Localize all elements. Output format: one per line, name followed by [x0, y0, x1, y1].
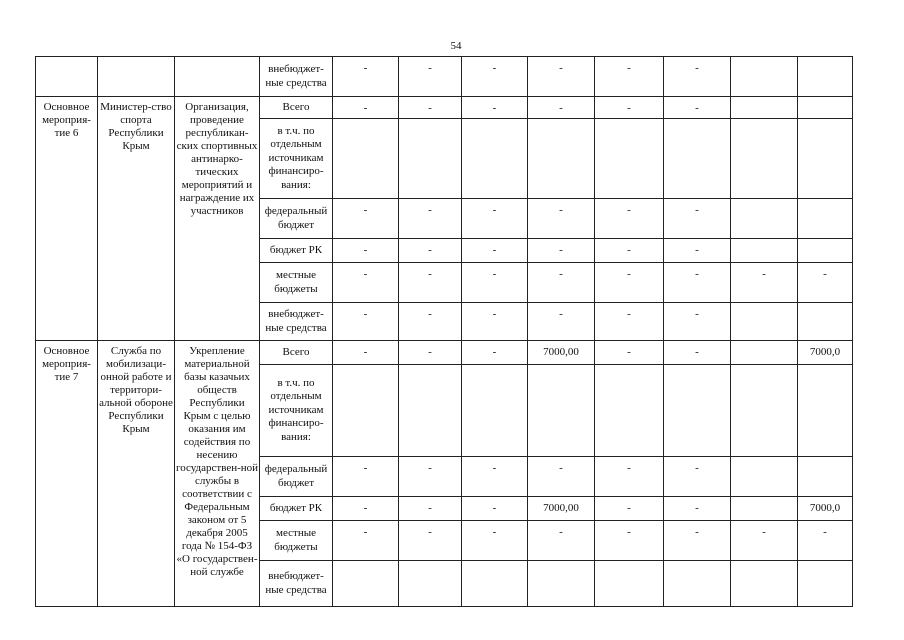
table-row — [36, 97, 853, 119]
value-cell: - — [595, 497, 664, 521]
value-cell: - — [664, 303, 731, 341]
value-cell: - — [462, 303, 528, 341]
value-cell: - — [333, 341, 399, 365]
source-cell: Всего — [260, 97, 333, 119]
value-cell — [528, 365, 595, 457]
value-cell: - — [462, 263, 528, 303]
value-cell: - — [528, 199, 595, 239]
value-cell: - — [333, 199, 399, 239]
source-cell: внебюджет-ные средства — [260, 561, 333, 607]
value-cell: - — [399, 521, 462, 561]
value-cell: - — [595, 457, 664, 497]
item-cell: Основное мероприя-тие 7 — [36, 341, 98, 607]
value-cell — [798, 457, 853, 497]
value-cell: - — [462, 341, 528, 365]
value-cell: 7000,0 — [798, 341, 853, 365]
value-cell: 7000,00 — [528, 341, 595, 365]
value-cell — [731, 303, 798, 341]
item-cell: Основное мероприя-тие 6 — [36, 97, 98, 341]
action-cell: Укрепление материальной базы казачьих обществ Республики Крым с целью оказания им содействия по несению государствен-ной службы в соответствии с Федеральным законом от 5 декабря 2005 года № 154-ФЗ «О государствен-ной службе — [175, 341, 260, 607]
value-cell — [399, 119, 462, 199]
value-cell: - — [731, 263, 798, 303]
source-cell: в т.ч. по отдельным источникам финансиро-вания: — [260, 119, 333, 199]
value-cell: - — [664, 341, 731, 365]
value-cell — [798, 561, 853, 607]
value-cell: - — [664, 97, 731, 119]
value-cell: - — [664, 57, 731, 97]
value-cell: - — [528, 239, 595, 263]
value-cell: - — [399, 341, 462, 365]
value-cell: - — [528, 303, 595, 341]
value-cell: - — [664, 497, 731, 521]
value-cell: - — [462, 521, 528, 561]
value-cell — [731, 457, 798, 497]
value-cell: - — [333, 263, 399, 303]
value-cell: - — [333, 97, 399, 119]
source-cell: в т.ч. по отдельным источникам финансиро-вания: — [260, 365, 333, 457]
value-cell — [731, 57, 798, 97]
value-cell: - — [528, 521, 595, 561]
value-cell — [664, 119, 731, 199]
value-cell: - — [399, 57, 462, 97]
financing-table — [35, 56, 853, 607]
value-cell: - — [664, 457, 731, 497]
value-cell: - — [595, 239, 664, 263]
value-cell: - — [462, 199, 528, 239]
value-cell — [664, 561, 731, 607]
value-cell — [731, 561, 798, 607]
value-cell: - — [399, 457, 462, 497]
value-cell: - — [798, 263, 853, 303]
value-cell — [798, 97, 853, 119]
action-cell: Организация, проведение республикан-ских спортивных антинарко-тических мероприятий и награждение их участников — [175, 97, 260, 341]
value-cell: - — [333, 497, 399, 521]
value-cell: - — [462, 457, 528, 497]
value-cell — [333, 119, 399, 199]
value-cell — [731, 365, 798, 457]
table-body — [36, 57, 853, 607]
value-cell — [664, 365, 731, 457]
value-cell: - — [528, 97, 595, 119]
value-cell: - — [595, 97, 664, 119]
value-cell — [798, 239, 853, 263]
page-number: 54 — [450, 40, 462, 52]
value-cell — [798, 199, 853, 239]
value-cell — [731, 97, 798, 119]
value-cell — [462, 119, 528, 199]
value-cell: - — [528, 57, 595, 97]
value-cell: - — [528, 457, 595, 497]
value-cell: - — [595, 57, 664, 97]
value-cell — [595, 365, 664, 457]
table-row — [36, 341, 853, 365]
value-cell: - — [333, 303, 399, 341]
source-cell: Всего — [260, 341, 333, 365]
table-row — [36, 57, 853, 97]
value-cell — [595, 561, 664, 607]
value-cell: - — [399, 303, 462, 341]
source-cell: бюджет РК — [260, 239, 333, 263]
source-cell: внебюджет-ные средства — [260, 57, 333, 97]
value-cell — [731, 199, 798, 239]
value-cell — [798, 303, 853, 341]
value-cell — [399, 365, 462, 457]
value-cell: - — [595, 341, 664, 365]
value-cell: - — [595, 263, 664, 303]
value-cell: - — [462, 57, 528, 97]
value-cell — [333, 561, 399, 607]
value-cell — [731, 119, 798, 199]
executor-cell: Министер-ство спорта Республики Крым — [98, 97, 175, 341]
value-cell: - — [731, 521, 798, 561]
value-cell — [333, 365, 399, 457]
value-cell — [528, 119, 595, 199]
source-cell: федеральный бюджет — [260, 457, 333, 497]
value-cell — [595, 119, 664, 199]
value-cell — [798, 365, 853, 457]
value-cell: - — [399, 97, 462, 119]
value-cell: - — [399, 497, 462, 521]
value-cell: - — [528, 263, 595, 303]
value-cell: - — [399, 199, 462, 239]
action-cell — [175, 57, 260, 97]
value-cell — [731, 341, 798, 365]
value-cell: - — [333, 457, 399, 497]
value-cell: - — [399, 263, 462, 303]
value-cell — [798, 57, 853, 97]
value-cell: - — [333, 57, 399, 97]
source-cell: местные бюджеты — [260, 521, 333, 561]
value-cell: - — [664, 199, 731, 239]
value-cell: - — [664, 263, 731, 303]
executor-cell: Служба по мобилизаци-онной работе и территори-альной обороне Республики Крым — [98, 341, 175, 607]
executor-cell — [98, 57, 175, 97]
value-cell: - — [399, 239, 462, 263]
source-cell: федеральный бюджет — [260, 199, 333, 239]
item-cell — [36, 57, 98, 97]
value-cell — [399, 561, 462, 607]
value-cell — [731, 497, 798, 521]
source-cell: бюджет РК — [260, 497, 333, 521]
value-cell: 7000,0 — [798, 497, 853, 521]
value-cell — [798, 119, 853, 199]
value-cell: - — [664, 239, 731, 263]
value-cell: - — [462, 97, 528, 119]
value-cell: - — [333, 239, 399, 263]
value-cell: - — [595, 199, 664, 239]
value-cell: - — [462, 239, 528, 263]
value-cell — [528, 561, 595, 607]
value-cell: 7000,00 — [528, 497, 595, 521]
source-cell: местные бюджеты — [260, 263, 333, 303]
value-cell — [462, 561, 528, 607]
source-cell: внебюджет-ные средства — [260, 303, 333, 341]
value-cell: - — [462, 497, 528, 521]
value-cell: - — [595, 521, 664, 561]
value-cell — [731, 239, 798, 263]
value-cell — [462, 365, 528, 457]
value-cell: - — [333, 521, 399, 561]
value-cell: - — [798, 521, 853, 561]
value-cell: - — [664, 521, 731, 561]
value-cell: - — [595, 303, 664, 341]
